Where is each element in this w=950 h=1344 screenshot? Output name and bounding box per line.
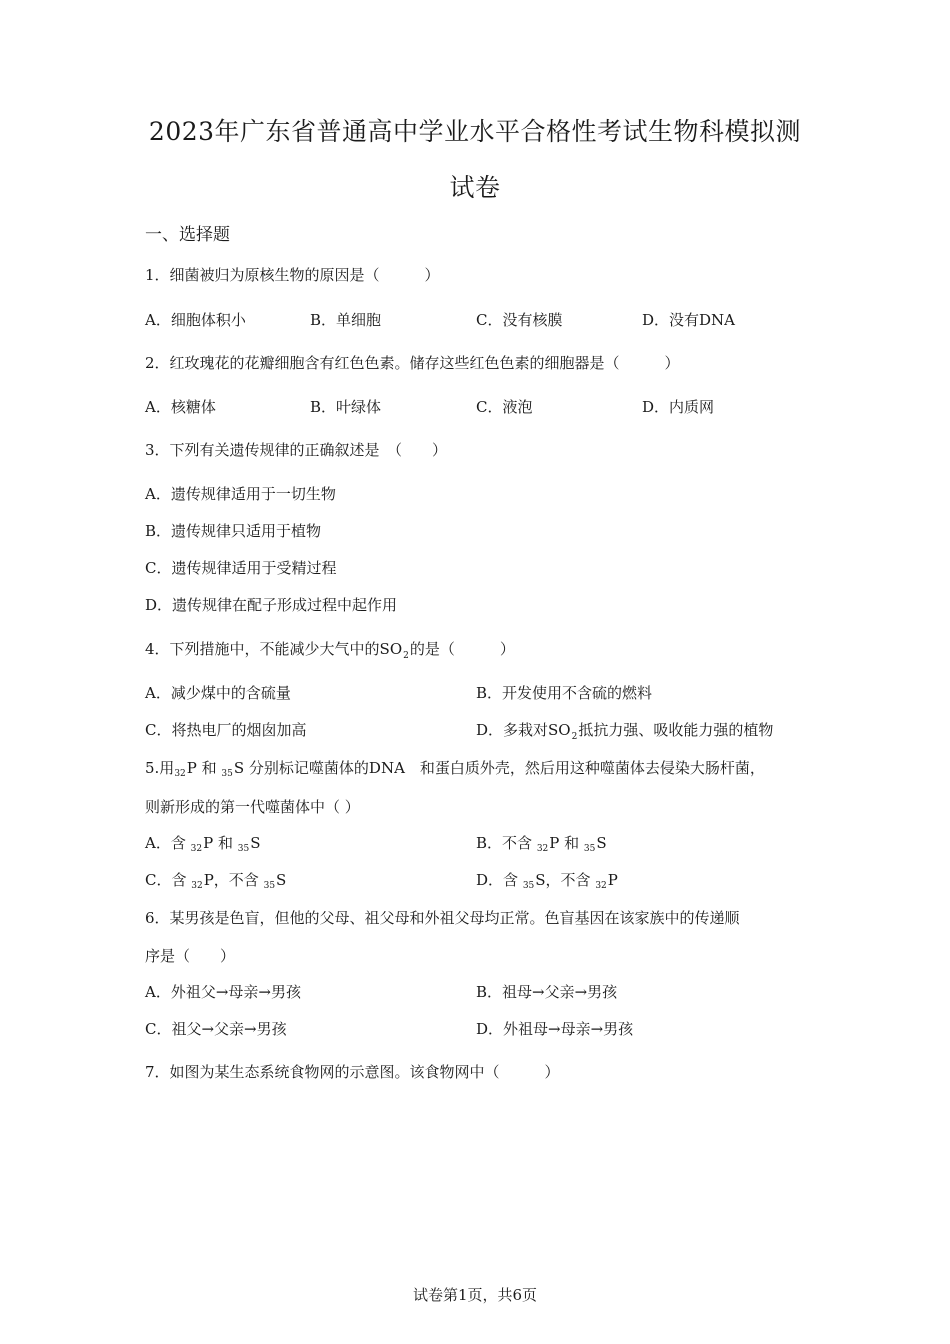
q2-option-a: A．核糖体	[145, 398, 216, 416]
q5-option-c: C．含 $_{32}$P，不含 $_{35}$S	[145, 871, 287, 891]
q1-option-c: C．没有核膜	[476, 311, 563, 329]
q4-option-b: B．开发使用不含硫的燃料	[476, 684, 653, 702]
q1-option-a: A．细胞体积小	[145, 311, 246, 329]
section-heading: 一、选择题	[145, 225, 230, 245]
exam-title-line1: 2023年广东省普通高中学业水平合格性考试生物科模拟测	[148, 117, 802, 146]
page-footer: 试卷第1页，共6页	[412, 1286, 538, 1304]
q5-stem-line2: 则新形成的第一代噬菌体中（ ）	[145, 798, 360, 816]
q3-option-d: D．遗传规律在配子形成过程中起作用	[145, 596, 398, 614]
q4-stem: 4．下列措施中，不能减少大气中的$SO_2$的是（ ）	[145, 640, 515, 661]
q3-option-c: C．遗传规律适用于受精过程	[145, 559, 337, 577]
q7-stem: 7．如图为某生态系统食物网的示意图。该食物网中（ ）	[145, 1063, 560, 1081]
exam-title-line2: 试卷	[449, 173, 501, 202]
q6-stem-line1: 6．某男孩是色盲，但他的父母、祖父母和外祖父母均正常。色盲基因在该家族中的传递顺	[145, 909, 740, 927]
q2-option-c: C．液泡	[476, 398, 533, 416]
q6-stem-line2: 序是（ ）	[145, 947, 236, 965]
q5-option-d: D．含 $_{35}$S，不含 $_{32}$P	[476, 871, 618, 891]
q1-option-d: D．没有DNA	[642, 311, 736, 329]
q6-option-d: D．外祖母→母亲→男孩	[476, 1020, 634, 1038]
q4-option-a: A．减少煤中的含硫量	[145, 684, 291, 702]
q3-option-b: B．遗传规律只适用于植物	[145, 522, 322, 540]
q2-option-d: D．内质网	[642, 398, 715, 416]
q6-option-c: C．祖父→父亲→男孩	[145, 1020, 287, 1038]
q5-option-a: A．含 $_{32}$P 和 $_{35}$S	[145, 834, 261, 854]
q1-option-b: B．单细胞	[310, 311, 382, 329]
q2-stem: 2．红玫瑰花的花瓣细胞含有红色色素。储存这些红色色素的细胞器是（ ）	[145, 354, 680, 372]
q4-option-c: C．将热电厂的烟囱加高	[145, 721, 307, 739]
q6-option-b: B．祖母→父亲→男孩	[476, 983, 618, 1001]
q5-option-b: B．不含 $_{32}$P 和 $_{35}$S	[476, 834, 607, 854]
q2-option-b: B．叶绿体	[310, 398, 382, 416]
q3-stem: 3．下列有关遗传规律的正确叙述是 （ ）	[145, 441, 448, 459]
q4-option-d: D．多栽对$SO_2$抵抗力强、吸收能力强的植物	[476, 721, 774, 742]
q1-stem: 1．细菌被归为原核生物的原因是（ ）	[145, 266, 440, 284]
q6-option-a: A．外祖父→母亲→男孩	[145, 983, 301, 1001]
q3-option-a: A．遗传规律适用于一切生物	[145, 485, 336, 503]
q5-stem-line1: 5.用$_{32}$P 和 $_{35}$S 分别标记噬菌体的DNA 和蛋白质外壳，然后用这种噬菌体去侵染大肠杆菌，	[145, 759, 765, 779]
